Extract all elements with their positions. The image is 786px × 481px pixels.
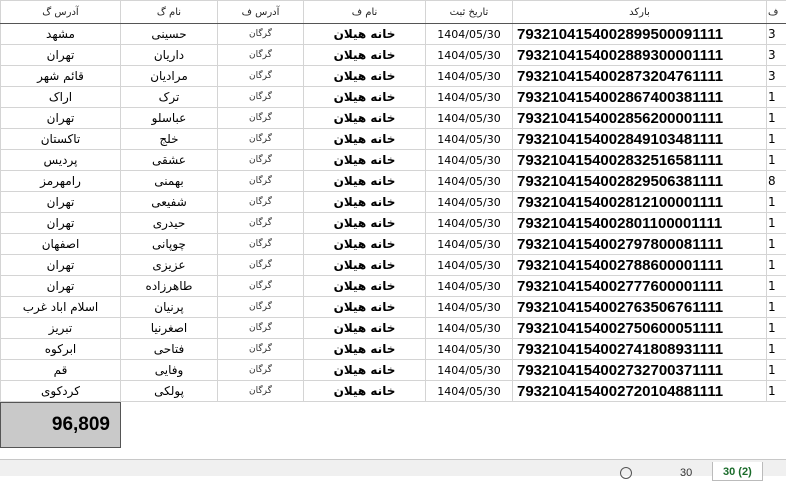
city-cell[interactable]: قم [1, 360, 121, 381]
barcode-cell[interactable]: 7932104154002801100001111 [513, 213, 767, 234]
date-cell[interactable]: 1404/05/30 [426, 276, 513, 297]
sender-address-cell[interactable]: گرگان [218, 87, 304, 108]
table-row [1, 192, 786, 213]
barcode-cell[interactable]: 7932104154002763506761111 [513, 297, 767, 318]
index-cell[interactable]: 1 [767, 255, 786, 276]
barcode-cell[interactable]: 7932104154002797800081111 [513, 234, 767, 255]
date-cell[interactable]: 1404/05/30 [426, 108, 513, 129]
table-row [1, 318, 786, 339]
index-cell[interactable]: 1 [767, 192, 786, 213]
barcode-cell[interactable]: 7932104154002750600051111 [513, 318, 767, 339]
add-sheet-icon[interactable] [620, 467, 632, 479]
city-cell[interactable]: اسلام اباد غرب [1, 297, 121, 318]
sender-address-cell[interactable]: گرگان [218, 129, 304, 150]
sender-address-cell[interactable]: گرگان [218, 381, 304, 402]
last-name-cell[interactable]: عباسلو [121, 108, 218, 129]
sender-name-cell[interactable]: خانه هیلان [304, 234, 426, 255]
index-cell[interactable]: 1 [767, 276, 786, 297]
last-name-cell[interactable]: طاهرزاده [121, 276, 218, 297]
sender-name-cell[interactable]: خانه هیلان [304, 87, 426, 108]
sheet-tab-30-2-active[interactable]: 30 (2) [712, 462, 763, 481]
index-cell[interactable]: 1 [767, 381, 786, 402]
table-row [1, 297, 786, 318]
city-cell[interactable]: تاکستان [1, 129, 121, 150]
total-table [0, 402, 786, 448]
index-cell[interactable]: 1 [767, 339, 786, 360]
city-cell[interactable]: تهران [1, 276, 121, 297]
sender-name-cell[interactable]: خانه هیلان [304, 339, 426, 360]
date-cell[interactable]: 1404/05/30 [426, 339, 513, 360]
barcode-cell[interactable]: 7932104154002899500091111 [513, 24, 767, 45]
index-cell[interactable]: 1 [767, 108, 786, 129]
table-row [1, 339, 786, 360]
table-row [1, 276, 786, 297]
sender-address-cell[interactable]: گرگان [218, 234, 304, 255]
last-name-cell[interactable]: عشقی [121, 150, 218, 171]
sender-name-cell[interactable]: خانه هیلان [304, 129, 426, 150]
barcode-cell[interactable]: 7932104154002873204761111 [513, 66, 767, 87]
sender-address-cell[interactable]: گرگان [218, 360, 304, 381]
table-row [1, 87, 786, 108]
barcode-cell[interactable]: 7932104154002856200001111 [513, 108, 767, 129]
date-cell[interactable]: 1404/05/30 [426, 87, 513, 108]
date-cell[interactable]: 1404/05/30 [426, 255, 513, 276]
sender-name-cell[interactable]: خانه هیلان [304, 171, 426, 192]
last-name-cell[interactable]: مرادیان [121, 66, 218, 87]
header-row [1, 1, 786, 24]
sender-name-cell[interactable]: خانه هیلان [304, 381, 426, 402]
date-cell[interactable]: 1404/05/30 [426, 66, 513, 87]
sender-address-cell[interactable]: گرگان [218, 24, 304, 45]
last-name-cell[interactable]: بهمنی [121, 171, 218, 192]
table-row [1, 171, 786, 192]
index-cell[interactable]: 1 [767, 297, 786, 318]
date-cell[interactable]: 1404/05/30 [426, 213, 513, 234]
index-cell[interactable]: 1 [767, 87, 786, 108]
index-cell[interactable]: 1 [767, 318, 786, 339]
last-name-cell[interactable]: خلج [121, 129, 218, 150]
city-cell[interactable]: مشهد [1, 24, 121, 45]
date-cell[interactable]: 1404/05/30 [426, 192, 513, 213]
date-cell[interactable]: 1404/05/30 [426, 129, 513, 150]
sender-address-cell[interactable]: گرگان [218, 66, 304, 87]
sender-name-cell[interactable]: خانه هیلان [304, 297, 426, 318]
sender-address-cell[interactable]: گرگان [218, 150, 304, 171]
table-row [1, 255, 786, 276]
city-cell[interactable]: تبریز [1, 318, 121, 339]
barcode-cell[interactable]: 7932104154002777600001111 [513, 276, 767, 297]
index-cell[interactable]: 1 [767, 213, 786, 234]
table-row [1, 108, 786, 129]
last-name-cell[interactable]: حیدری [121, 213, 218, 234]
sender-name-cell[interactable]: خانه هیلان [304, 192, 426, 213]
city-cell[interactable]: تهران [1, 213, 121, 234]
date-cell[interactable]: 1404/05/30 [426, 297, 513, 318]
date-cell[interactable]: 1404/05/30 [426, 24, 513, 45]
last-name-cell[interactable]: پولکی [121, 381, 218, 402]
header-last-name[interactable]: نام گ [121, 1, 218, 24]
city-cell[interactable]: قائم شهر [1, 66, 121, 87]
city-cell[interactable]: پردیس [1, 150, 121, 171]
sender-address-cell[interactable]: گرگان [218, 108, 304, 129]
index-cell[interactable]: 1 [767, 234, 786, 255]
header-sender-name[interactable]: نام ف [304, 1, 426, 24]
index-cell[interactable]: 1 [767, 129, 786, 150]
city-cell[interactable]: تهران [1, 108, 121, 129]
table-row [1, 150, 786, 171]
sender-name-cell[interactable]: خانه هیلان [304, 45, 426, 66]
index-cell[interactable]: 3 [767, 66, 786, 87]
date-cell[interactable]: 1404/05/30 [426, 318, 513, 339]
city-cell[interactable]: کردکوی [1, 381, 121, 402]
index-cell[interactable]: 8 [767, 171, 786, 192]
sender-address-cell[interactable]: گرگان [218, 171, 304, 192]
header-col8[interactable]: ف [767, 1, 786, 24]
empty-cell[interactable] [121, 403, 786, 448]
sheet-tab-bar [0, 459, 786, 476]
barcode-cell[interactable]: 7932104154002849103481111 [513, 129, 767, 150]
city-cell[interactable]: اراک [1, 87, 121, 108]
city-cell[interactable]: تهران [1, 255, 121, 276]
last-name-cell[interactable]: اصغرنیا [121, 318, 218, 339]
barcode-cell[interactable]: 7932104154002889300001111 [513, 45, 767, 66]
table-row [1, 66, 786, 87]
index-cell[interactable]: 1 [767, 360, 786, 381]
header-barcode[interactable]: بارکد [513, 1, 767, 24]
last-name-cell[interactable]: پرنیان [121, 297, 218, 318]
date-cell[interactable]: 1404/05/30 [426, 381, 513, 402]
barcode-cell[interactable]: 7932104154002812100001111 [513, 192, 767, 213]
date-cell[interactable]: 1404/05/30 [426, 360, 513, 381]
last-name-cell[interactable]: چوپانی [121, 234, 218, 255]
sender-address-cell[interactable]: گرگان [218, 276, 304, 297]
sender-address-cell[interactable]: گرگان [218, 318, 304, 339]
sender-name-cell[interactable]: خانه هیلان [304, 318, 426, 339]
city-cell[interactable]: تهران [1, 192, 121, 213]
barcode-cell[interactable]: 7932104154002867400381111 [513, 87, 767, 108]
header-date[interactable]: تاریخ ثبت [426, 1, 513, 24]
sheet-tab-30[interactable]: 30 [680, 467, 692, 479]
sender-name-cell[interactable]: خانه هیلان [304, 66, 426, 87]
last-name-cell[interactable]: ترک [121, 87, 218, 108]
date-cell[interactable]: 1404/05/30 [426, 45, 513, 66]
total-sum-cell[interactable]: 96,809 [1, 403, 121, 448]
sender-name-cell[interactable]: خانه هیلان [304, 24, 426, 45]
date-cell[interactable]: 1404/05/30 [426, 171, 513, 192]
last-name-cell[interactable]: فتاحی [121, 339, 218, 360]
index-cell[interactable]: 3 [767, 24, 786, 45]
last-name-cell[interactable]: شفیعی [121, 192, 218, 213]
sender-address-cell[interactable]: گرگان [218, 255, 304, 276]
table-row [1, 24, 786, 45]
last-name-cell[interactable]: عزیزی [121, 255, 218, 276]
header-sender-address[interactable]: آدرس ف [218, 1, 304, 24]
barcode-cell[interactable]: 7932104154002832516581111 [513, 150, 767, 171]
city-cell[interactable]: تهران [1, 45, 121, 66]
sender-name-cell[interactable]: خانه هیلان [304, 255, 426, 276]
sender-name-cell[interactable]: خانه هیلان [304, 276, 426, 297]
sender-address-cell[interactable]: گرگان [218, 192, 304, 213]
table-row [1, 381, 786, 402]
table-row [1, 360, 786, 381]
sender-address-cell[interactable]: گرگان [218, 213, 304, 234]
total-row [1, 403, 786, 448]
last-name-cell[interactable]: حسینی [121, 24, 218, 45]
sender-name-cell[interactable]: خانه هیلان [304, 213, 426, 234]
city-cell[interactable]: رامهرمز [1, 171, 121, 192]
sender-name-cell[interactable]: خانه هیلان [304, 150, 426, 171]
sender-address-cell[interactable]: گرگان [218, 297, 304, 318]
city-cell[interactable]: اصفهان [1, 234, 121, 255]
sender-name-cell[interactable]: خانه هیلان [304, 360, 426, 381]
date-cell[interactable]: 1404/05/30 [426, 150, 513, 171]
sender-address-cell[interactable]: گرگان [218, 339, 304, 360]
sender-name-cell[interactable]: خانه هیلان [304, 108, 426, 129]
sender-address-cell[interactable]: گرگان [218, 45, 304, 66]
table-row [1, 45, 786, 66]
index-cell[interactable]: 1 [767, 150, 786, 171]
barcode-cell[interactable]: 7932104154002741808931111 [513, 339, 767, 360]
table-row [1, 213, 786, 234]
city-cell[interactable]: ابرکوه [1, 339, 121, 360]
table-row [1, 129, 786, 150]
table-row [1, 234, 786, 255]
barcode-cell[interactable]: 7932104154002720104881111 [513, 381, 767, 402]
barcode-cell[interactable]: 7932104154002732700371111 [513, 360, 767, 381]
barcode-cell[interactable]: 7932104154002829506381111 [513, 171, 767, 192]
header-city[interactable]: آدرس گ [1, 1, 121, 24]
last-name-cell[interactable]: داریان [121, 45, 218, 66]
barcode-cell[interactable]: 7932104154002788600001111 [513, 255, 767, 276]
index-cell[interactable]: 3 [767, 45, 786, 66]
date-cell[interactable]: 1404/05/30 [426, 234, 513, 255]
last-name-cell[interactable]: وفایی [121, 360, 218, 381]
